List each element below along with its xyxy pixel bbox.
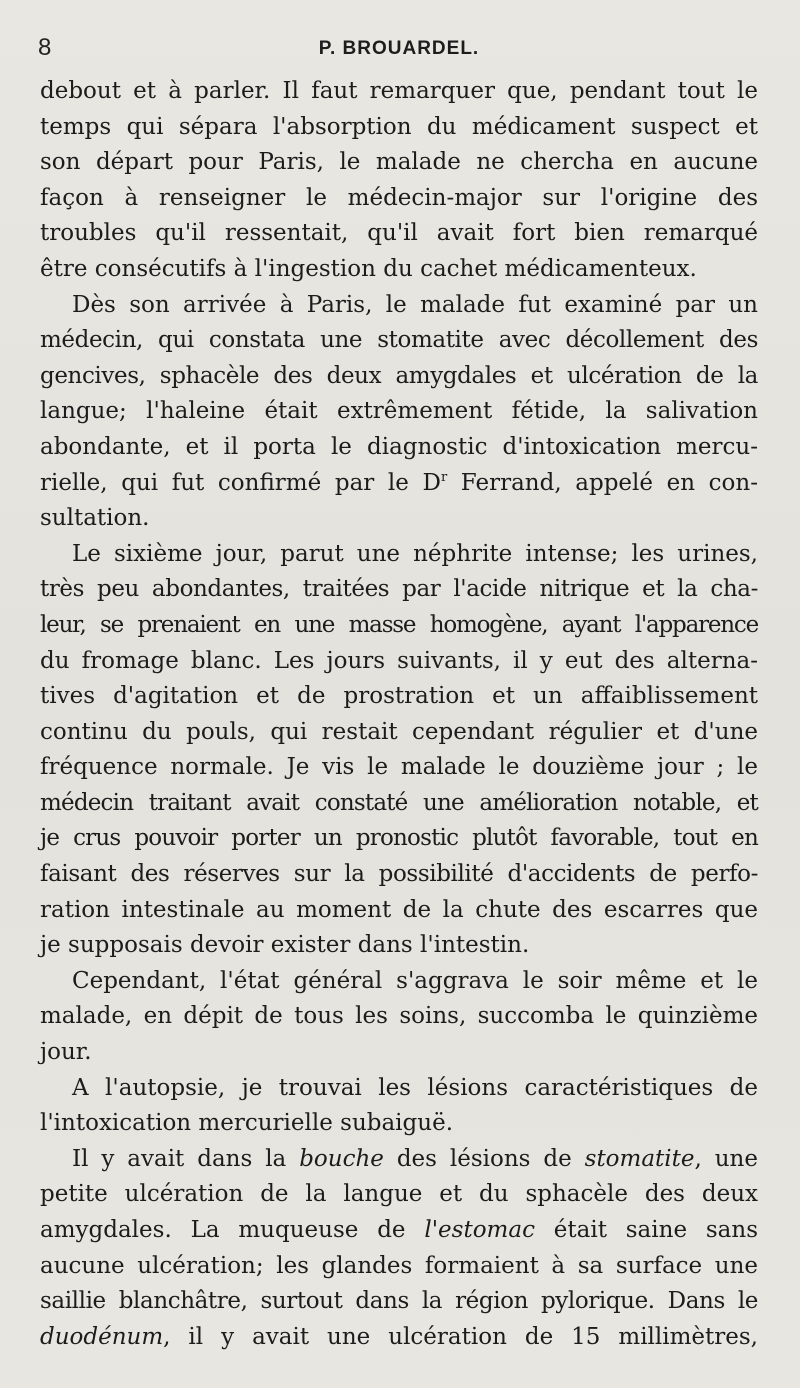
text-line: abondante, et il porta le diagnostic d'intoxication mercu- <box>40 433 758 460</box>
text-line: leur, se prenaient en une masse homogène, ayant l'apparence <box>40 611 758 638</box>
text-line: continu du pouls, qui restait cependant régulier et d'une <box>40 718 758 745</box>
text-segment: amygdales. La muqueuse de <box>40 1217 425 1243</box>
text-line: très peu abondantes, traitées par l'acide nitrique et la cha- <box>40 576 758 603</box>
text-segment: rielle, qui fut confirmé par le D <box>40 469 441 496</box>
text-line: temps qui sépara l'absorption du médicament suspect et <box>40 113 758 140</box>
running-head: P. BROUARDEL. <box>318 38 480 59</box>
text-segment: des lésions de <box>383 1145 585 1172</box>
text-segment: Il y avait dans la <box>72 1145 300 1172</box>
text-line: être consécutifs à l'ingestion du cachet médicamenteux. <box>40 255 697 282</box>
text-line: jour. <box>40 1039 92 1066</box>
text-line: saillie blanchâtre, surtout dans la région pylorique. Dans le <box>40 1288 758 1315</box>
text-line: façon à renseigner le médecin-major sur l'origine des <box>40 184 758 211</box>
paragraph-start: A l'autopsie, je trouvai les lésions caractéristiques de <box>72 1074 758 1101</box>
body-text <box>40 74 758 1355</box>
italic-term: bouche <box>299 1145 384 1172</box>
text-line: langue; l'haleine était extrêmement fétide, la salivation <box>40 398 758 425</box>
paragraph-start: Dès son arrivée à Paris, le malade fut examiné par un <box>72 291 758 318</box>
text-line: l'intoxication mercurielle subaiguë. <box>40 1110 454 1137</box>
text-line: je crus pouvoir porter un pronostic plutôt favorable, tout en <box>40 825 758 852</box>
paragraph-start: Cependant, l'état général s'aggrava le soir même et le <box>72 967 758 994</box>
paragraph-start <box>40 1142 758 1178</box>
text-line: debout et à parler. Il faut remarquer que, pendant tout le <box>40 78 758 104</box>
text-segment: Ferrand, appelé en con- <box>447 469 758 496</box>
text-line: fréquence normale. Je vis le malade le douzième jour ; le <box>40 754 758 781</box>
text-line: gencives, sphacèle des deux amygdales et ulcération de la <box>40 362 758 389</box>
text-line: ration intestinale au moment de la chute des escarres que <box>40 896 758 923</box>
text-line: aucune ulcération; les glandes formaient à sa surface une <box>40 1252 758 1279</box>
text-line <box>40 1213 758 1249</box>
text-line: malade, en dépit de tous les soins, succomba le quinzième <box>40 1003 758 1030</box>
text-segment: , il y avait une ulcération de 15 millimètres, <box>163 1323 758 1350</box>
text-line: sultation. <box>40 505 150 532</box>
text-line: petite ulcération de la langue et du sphacèle des deux <box>40 1181 758 1208</box>
text-line: tives d'agitation et de prostration et un affaiblissement <box>40 683 758 710</box>
text-segment: était saine sans <box>534 1217 758 1243</box>
text-line: son départ pour Paris, le malade ne chercha en aucune <box>40 149 758 176</box>
text-line: troubles qu'il ressentait, qu'il avait fort bien remarqué <box>40 220 758 247</box>
superscript: r <box>440 469 448 485</box>
page-header <box>38 34 760 66</box>
text-line <box>40 1320 758 1356</box>
text-line <box>40 466 758 502</box>
text-line: médecin traitant avait constaté une amélioration notable, et <box>40 789 758 816</box>
paragraph-start: Le sixième jour, parut une néphrite intense; les urines, <box>72 540 758 567</box>
page-number: 8 <box>38 34 52 61</box>
text-segment: , une <box>694 1145 758 1172</box>
text-line: médecin, qui constata une stomatite avec décollement des <box>40 327 758 354</box>
italic-term: l'estomac <box>424 1217 535 1243</box>
text-line: faisant des réserves sur la possibilité d'accidents de perfo- <box>40 861 758 888</box>
italic-term: duodénum <box>40 1323 164 1350</box>
text-line: je supposais devoir exister dans l'intestin. <box>40 932 530 959</box>
italic-term: stomatite <box>584 1145 695 1172</box>
text-line: du fromage blanc. Les jours suivants, il y eut des alterna- <box>40 647 758 674</box>
